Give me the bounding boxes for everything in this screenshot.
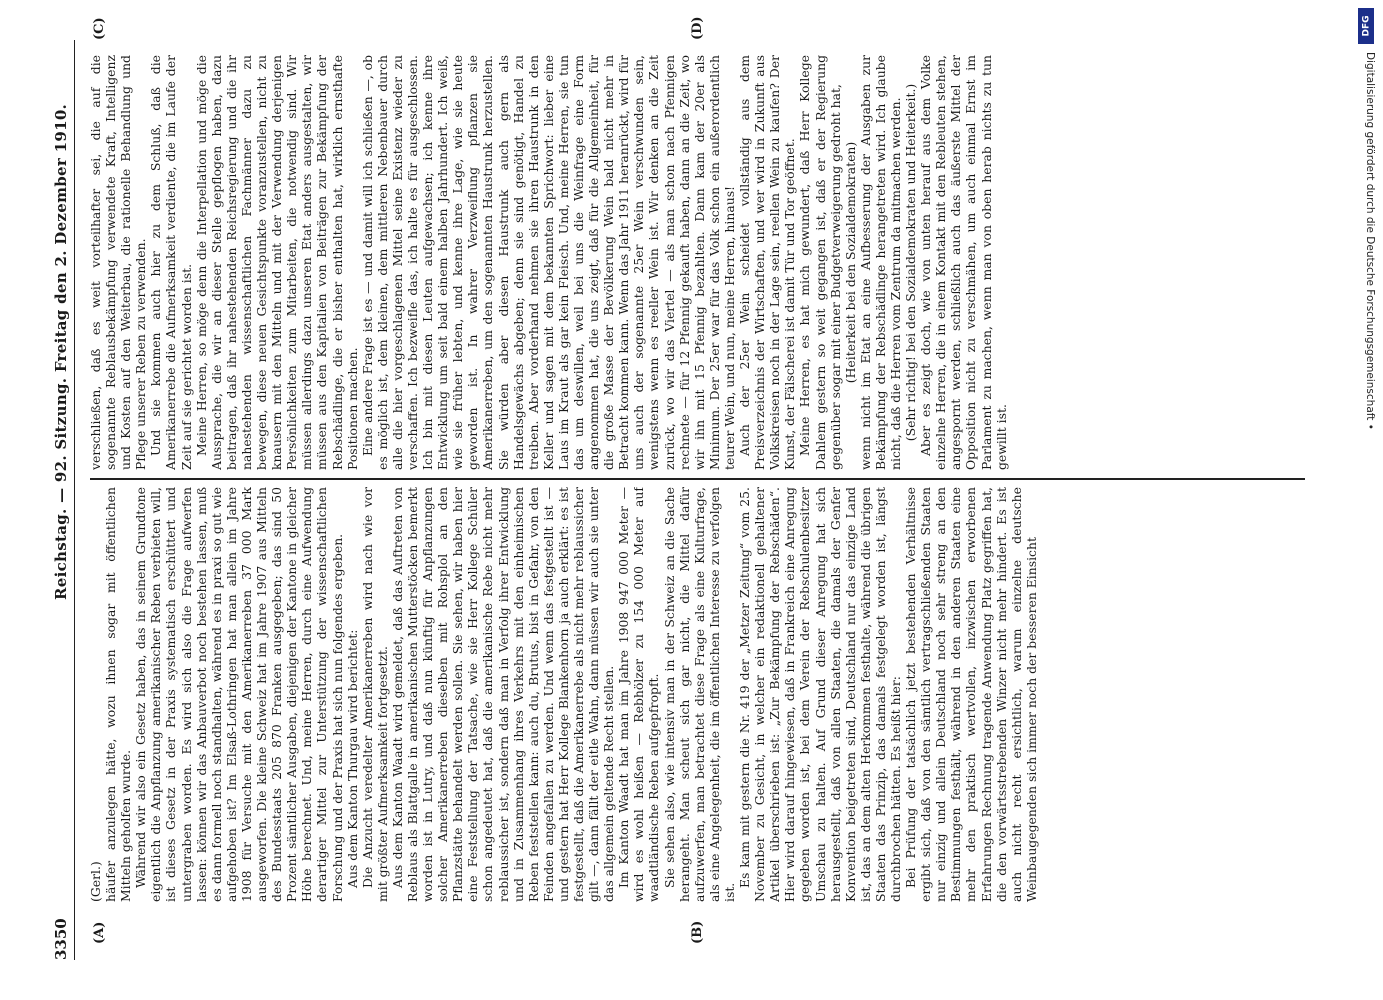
paragraph: Sie sehen also, wie intensiv man in der Schweiz an die Sache herangeht. Man scheut sich gar nicht, die Mittel dafür aufzuwerfen, man betrachtet diese Frage als eine Kulturfrage, als eine Angelegenheit, die im öffentlichen Interesse zu verfolgen ist. [661, 487, 737, 902]
column-rule [90, 478, 1305, 480]
right-column [88, 55, 1328, 470]
interjection: (Heiterkeit bei den Sozialdemokraten) [842, 141, 858, 384]
paragraph: Auch der 25er Wein scheidet vollständig aus dem Preisverzeichnis der Wirtschaften, und wer wird in Zukunft aus Volkskreisen noch in der Lage sein, reellen Wein zu kaufen? Der Kunst, der Fälscherei ist damit Tür und Tor geöffnet. [737, 55, 798, 470]
paragraph: Es kam mit gestern die Nr. 419 der „Metzer Zeitung“ vom 25. November zu Gesicht, in welcher ein redaktionell gehaltener Artikel überschrieben ist: „Zur Bekämpfung der Rebschäden“. Hier wird darauf hingewiesen, daß in Frankreich eine Anregung gegeben worden ist, bei dem Verein der Rebschulenbesitzer Umschau zu halten. Auf Grund dieser Anregung hat sich herausgestellt, daß von allen Staaten, die damals der Genfer Konvention beigetreten sind, Deutschland nur das einzige Land ist, das an dem alten Herkommen festhalte, während die übrigen Staaten das Prinzip, das damals festgelegt worden ist, längst durchbrochen hätten. Es heißt hier: [737, 487, 903, 902]
page-header [50, 40, 76, 960]
margin-letter-c: (C) [92, 17, 107, 40]
paragraph: Aus dem Kanton Waadt wird gemeldet, daß das Auftreten von Reblaus als Blattgalle in amerikanischen Mutterstöcken bemerkt worden ist in Lutry, und daß nun künftig für Anpflanzungen solcher Amerikanerreben dieselben mit Rohsplol an den Pflanzstätte behandelt werden sollen. Sie sehen, wir haben hier eine Feststellung der Tatsache, wie sie Herr Kollege Schüler schon angedeutet hat, daß die amerikanische Rebe nicht mehr reblaussicher ist, sondern daß man in Verfolg ihrer Entwicklung und in Zusammenhang ihres Verkehrs mit den einheimischen Reben feststellen kann: auch du, Brutus, bist in Gefahr, von den Feinden angefallen zu werden. Und wenn das festgestellt ist — und gestern hat Herr Kollege Blankenhorn ja auch erklärt: es ist festgestellt, daß die Amerikanerrebe als nicht mehr reblaussicher gilt —, dann fällt der eitle Wahn, dann müssen wir auch sie unter das allgemein geltende Recht stellen. [389, 487, 617, 902]
dfg-logo [1358, 8, 1374, 44]
header-rule [74, 40, 75, 960]
paragraph: verschließen, daß es weit vorteilhafter sei, die auf die sogenannte Reblausbekämpfung verwendete Kraft, Intelligenz und Kosten auf den Weiterbau, die rationelle Behandlung und Pflege unserer Reben zu verwenden. [88, 55, 149, 470]
paragraph: Meine Herren, so möge denn die Interpellation und möge die Aussprache, die wir an dieser Stelle gepflogen haben, dazu beitragen, daß ihr nahestehenden Reichsregierung und die ihr nahestehenden wissenschaftlichen Fachmänner dazu zu bewegen, diese neuen Gesichtspunkte voranzustellen, nicht zu knausern mit den Mitteln und mit der Verwendung derjenigen Persönlichkeiten zum Mitarbeiten, die notwendig sind. Wir müssen allerdings dazu unseren Etat anders ausgestalten, wir müssen aus den Kapitalien von Beiträgen zur Bekämpfung der Rebschädlinge, die er bisher enthalten hat, wirklich ernsthafte Positionen machen. [193, 55, 360, 470]
paragraph: Im Kanton Waadt hat man im Jahre 1908 947 000 Meter — wird es wohl heißen — Rebhölzer zu 154 000 Meter auf waadtländische Reben aufgepfropft. [616, 487, 662, 902]
dfg-logo-text: DFG [1361, 15, 1372, 37]
paragraph: (Gerl.) [88, 861, 103, 902]
margin-letter-b: (B) [690, 920, 705, 944]
margin-letter-a: (A) [92, 921, 107, 944]
paragraph: Aber es zeigt doch, wie von unten herauf aus dem Volke einzelne Herren, die in einem Kontakt mit den Rebleuten stehen, angespornt werden, schließlich auch das äußerste Mittel der Opposition nicht zu verschmähen, um auch einmal Ernst im Parlament zu machen, wenn man von oben herab nichts zu tun gewillt ist. [918, 55, 1009, 470]
paragraph: wenn nicht im Etat an eine Aufbesserung der Ausgaben zur Bekämpfung der Rebschädlinge herangetreten wird. Ich glaube nicht, daß die Herren vom Zentrum da mitmachen werden. [857, 55, 903, 470]
paragraph: häufer anzulegen hätte, wozu ihnen sogar mit öffentlichen Mitteln geholfen wurde. [103, 487, 134, 902]
paragraph: Meine Herren, es hat mich gewundert, daß Herr Kollege Dahlem gestern so weit gegangen ist, daß er der Regierung gegenüber sogar mit einer Budgetverweigerung gedroht hat, [797, 55, 843, 470]
paragraph: Eine andere Frage ist es — und damit will ich schließen —, ob es möglich ist, dem kleinen, dem mittleren Nebenbauer durch alle die hier vorgeschlagenen Mittel seine Existenz wieder zu verschaffen. Ich bezweifle das, ich halte es für ausgeschlossen. Ich bin mit diesen Leuten aufgewachsen; ich kenne ihre Entwicklung um seit bald einem halben Jahrhundert. Ich weiß, wie sie früher lebten, und kenne ihre Lage, wie sie heute geworden ist. In wahrer Verzweiflung pflanzen sie Amerikanerreben, um den sogenannten Haustrunk herzustellen. Sie würden aber diesen Haustrunk auch gern als Handelsgewächs abgeben; denn sie sind genötigt, Handel zu treiben. Aber vorderhand nehmen sie ihren Haustrunk in den Keller und sagen mit dem bekannten Sprichwort: lieber eine Laus im Kraut als gar kein Fleisch. Und, meine Herren, sie tun das um deswillen, weil bei uns die Weinfrage eine Form angenommen hat, die uns zeigt, daß für die Allgemeinheit, für die große Masse der Bevölkerung Wein bald nicht mehr in Betracht kommen kann. Wenn das Jahr 1911 heranrückt, wird für uns auch der sogenannte 25er Wein verschwunden sein, wenigstens wenn es reeller Wein ist. Wir denken an die Zeit zurück, wo wir das Viertel — als man schon nach Pfennigen rechnete — für 12 Pfennig gekauft haben, dann an die Zeit, wo wir ihn mit 15 Pfennig bezahlten. Dann kam der 20er als Minimum. Der 25er war für das Volk schon ein außerordentlich teurer Wein, und nun, meine Herren, hinaus! [359, 55, 737, 470]
paragraph: Aus dem Kanton Thurgau wird berichtet: [344, 629, 360, 888]
margin-letter-d: (D) [690, 16, 705, 40]
left-column [88, 487, 1328, 902]
paragraph: Während wir also ein Gesetz haben, das in seinem Grundtone eigentlich die Anpflanzung amerikanischer Reben verbieten will, ist dieses Gesetz in der Praxis systematisch erschüttert und untergraben worden. Es wird sich also die Frage aufwerfen lassen: können wir das Anbauverbot noch bestehen lassen, muß es dann formell noch standhalten, während es in praxi so gut wie aufgehoben ist? Im Elsaß-Lothringen hat man allein im Jahre 1908 für Versuche mit den Amerikanerreben 37 000 Mark ausgeworfen. Die kleine Schweiz hat im Jahre 1907 aus Mitteln des Bundesstaats 205 870 Franken ausgegeben; das sind 50 Prozent sämtlicher Ausgaben, diejenigen der Kantone in gleicher Höhe berechnet. Und, meine Herren, durch eine Aufwendung derartiger Mittel zur Unterstützung der wissenschaftlichen Forschung und der Praxis hat sich nun folgendes ergeben. [133, 487, 345, 902]
interjection: (Sehr richtig! bei den Sozialdemokraten und Heiterkeit.) [903, 83, 919, 442]
digitization-credit: Digitalisierung gefördert durch die Deutsche Forschungsgemeinschaft • [1364, 52, 1376, 430]
page-number: 3350 [52, 918, 70, 960]
running-title: Reichstag. — 92. Sitzung. Freitag den 2. Dezember 1910. [52, 103, 70, 600]
paragraph: Die Anzucht veredelter Amerikanerreben wird nach wie vor mit größter Aufmerksamkeit fortgesetzt. [359, 487, 390, 902]
paragraph: Bei Prüfung der tatsächlich jetzt bestehenden Verhältnisse ergibt sich, daß von den sämtlich vertragschließenden Staaten nur einzig und allein Deutschland noch sehr streng an den Bestimmungen festhält, während in den anderen Staaten eine mehr den praktisch wertvollen, inzwischen erworbenen Erfahrungen Rechnung tragende Anwendung Platz gegriffen hat, die den vorwärtsstrebenden Winzer nicht mehr hindert. Es ist auch nicht recht ersichtlich, warum einzelne deutsche Weinbaugegenden sich immer noch der besseren Einsicht [903, 487, 1039, 902]
paragraph: Und sie kommen auch hier zu dem Schluß, daß die Amerikanerrebe die Aufmerksamkeit verdiente, die im Laufe der Zeit auf sie gerichtet worden ist. [148, 55, 194, 470]
